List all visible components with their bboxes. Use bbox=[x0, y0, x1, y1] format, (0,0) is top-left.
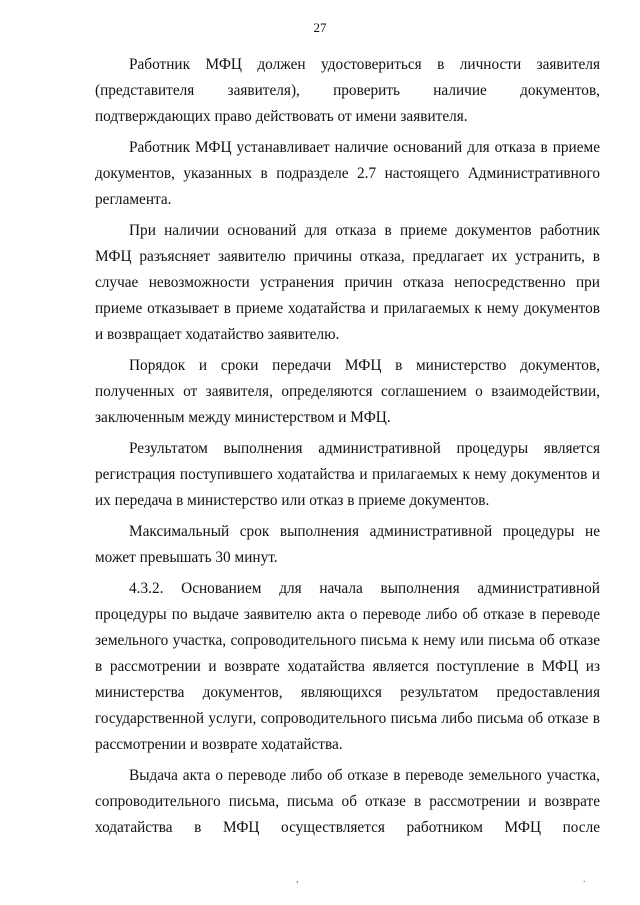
paragraph-procedure-result: Результатом выполнения административной процедуры является регистрация поступившего ходатайства и прилагаемых к нему документов и их передача в министерство или отказ в приеме документов. bbox=[95, 440, 600, 509]
document-body bbox=[95, 52, 600, 846]
paragraph-identity-check: Работник МФЦ должен удостовериться в личности заявителя (представителя заявителя), проверить наличие документов, подтверждающих право действовать от имени заявителя. bbox=[95, 56, 600, 125]
paragraph-refusal-grounds: Работник МФЦ устанавливает наличие оснований для отказа в приеме документов, указанных в подразделе 2.7 настоящего Административного регламента. bbox=[95, 139, 600, 208]
paragraph-max-duration: Максимальный срок выполнения административной процедуры не может превышать 30 минут. bbox=[95, 523, 600, 566]
scan-mark: . bbox=[583, 874, 586, 885]
page-number: 27 bbox=[313, 20, 327, 35]
scan-mark: , bbox=[296, 874, 299, 885]
paragraph-section-4-3-2: 4.3.2. Основанием для начала выполнения административной процедуры по выдаче заявителю акта о переводе либо об отказе в переводе земельного участка, сопроводительного письма к нему или письма об отказе в рассмотрении и возврате ходатайства является поступление в МФЦ из министерства документов, являющихся результатом предоставления государственной услуги, сопроводительного письма либо письма об отказе в рассмотрении и возврате ходатайства. bbox=[95, 580, 600, 753]
paragraph-issuance: Выдача акта о переводе либо об отказе в переводе земельного участка, сопроводительного письма, письма об отказе в рассмотрении и возврате ходатайства в МФЦ осуществляется работником МФЦ после bbox=[95, 767, 600, 836]
paragraph-refusal-procedure: При наличии оснований для отказа в приеме документов работник МФЦ разъясняет заявителю причины отказа, предлагает их устранить, в случае невозможности устранения причин отказа непосредственно при приеме отказывает в приеме ходатайства и прилагаемых к нему документов и возвращает ходатайство заявителю. bbox=[95, 222, 600, 343]
paragraph-transfer-order: Порядок и сроки передачи МФЦ в министерство документов, полученных от заявителя, определяются соглашением о взаимодействии, заключенным между министерством и МФЦ. bbox=[95, 357, 600, 426]
